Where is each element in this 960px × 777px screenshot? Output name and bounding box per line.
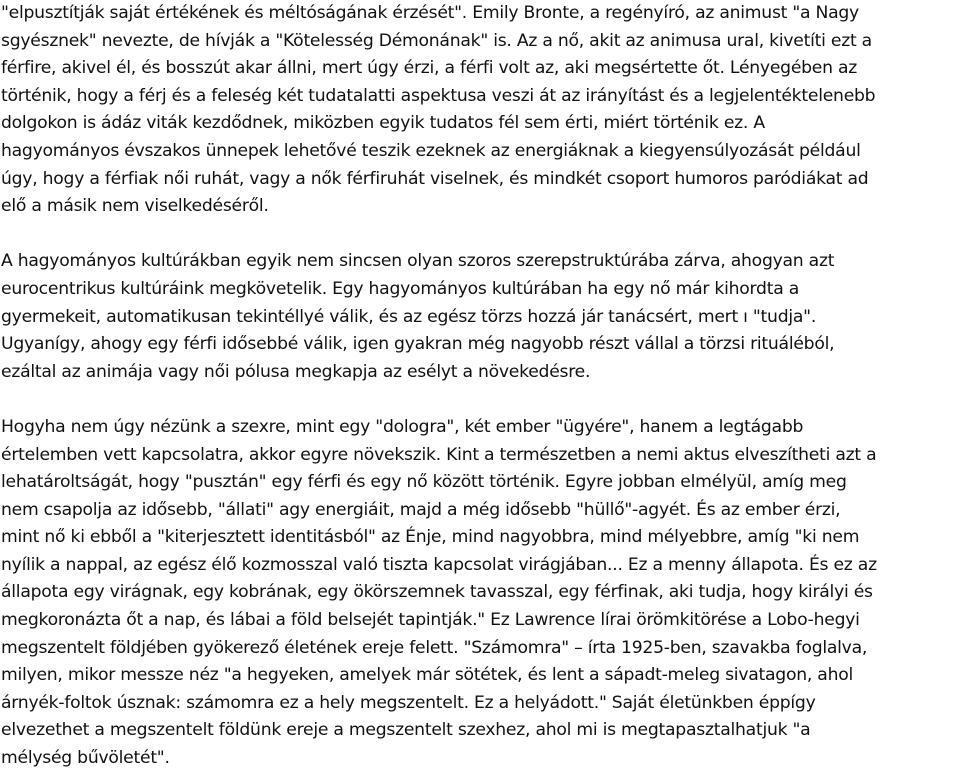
text-line: árnyék-foltok úsznak: számomra ez a hely megszentelt. Ez a helyádott." Saját életünkben éppígy (1, 692, 816, 713)
text-line: ezáltal az animája vagy női pólusa megkapja az esélyt a növekedésre. (1, 361, 591, 382)
text-line: milyen, mikor messze néz "a hegyeken, amelyek már sötétek, és lent a sápadt-meleg sivatagon, ahol (1, 665, 854, 686)
text-line: nyílik a nappal, az egész élő kozmosszal való tiszta kapcsolat virágjában... Ez a menny állapota. És ez az (1, 554, 877, 575)
text-line: eurocentrikus kultúráink megkövetelik. Egy hagyományos kultúrában ha egy nő már kihordta a (1, 278, 799, 299)
text-line: mint nő ki ebből a "kiterjesztett identitásból" az Énje, mind nagyobbra, mind mélyebbre, amíg "ki nem (1, 527, 860, 548)
text-line: hagyományos évszakos ünnepek lehetővé teszik ezeknek az energiáknak a kiegyensúlyozását például (1, 140, 861, 161)
text-line: értelemben vett kapcsolatra, akkor egyre növekszik. Kint a természetben a nemi aktus elveszítheti azt a (1, 444, 877, 465)
text-line: mélység bűvöletét". (1, 748, 170, 769)
text-line: sgyésznek" nevezte, de hívják a "Kötelesség Démonának" is. Az a nő, akit az animusa ural, kivetíti ezt a (1, 30, 872, 51)
text-line: Hogyha nem úgy nézünk a szexre, mint egy "dologra", két ember "ügyére", hanem a legtágabb (1, 416, 804, 437)
text-line: történik, hogy a férj és a feleség két tudatalatti aspektusa veszi át az irányítást és a legjelentéktelenebb (1, 85, 876, 106)
text-line: megkoronázta őt a nap, és lábai a föld belsejét tapintják." Ez Lawrence lírai örömkitörése a Lobo-hegyi (1, 610, 860, 631)
text-line: dolgokon is ádáz viták kezdődnek, miközben egyik tudatos fél sem érti, miért történik ez. A (1, 113, 765, 134)
text-line: gyermekeit, automatikusan tekintéllyé válik, és az egész törzs hozzá jár tanácsért, mert ı "tudja". (1, 306, 817, 327)
text-line: úgy, hogy a férfiak női ruhát, vagy a nők férfiruhát viselnek, és mindkét csoport humoros paródiákat ad (1, 168, 869, 189)
paragraph-2 (1, 248, 960, 386)
text-line: elvezethet a megszentelt földünk ereje a megszentelt szexhez, ahol mi is megtapasztalhatjuk "a (1, 720, 811, 741)
text-line: elő a másik nem viselkedéséről. (1, 196, 269, 217)
paragraph-3 (1, 414, 960, 773)
text-line: A hagyományos kultúrákban egyik nem sincsen olyan szoros szerepstruktúrába zárva, ahogyan azt (1, 251, 835, 272)
text-line: férfire, akivel él, és bosszút akar állni, mert úgy érzi, a férfi volt az, aki megsértette őt. Lényegében az (1, 58, 858, 79)
text-line: lehatároltságát, hogy "pusztán" egy férfi és egy nő között történik. Egyre jobban elmélyül, amíg meg (1, 472, 847, 493)
text-line: megszentelt földjében gyökerező életének ereje felett. "Számomra" – írta 1925-ben, szavakba foglalva, (1, 637, 868, 658)
text-line: nem csapolja az idősebb, "állati" agy energiáit, majd a még idősebb "hüllő"-agyét. És az ember érzi, (1, 499, 841, 520)
paragraph-1 (1, 0, 960, 221)
text-line: Ugyanígy, ahogy egy férfi idősebbé válik, igen gyakran még nagyobb részt vállal a törzsi rituáléból, (1, 334, 835, 355)
text-line: "elpusztítják saját értékének és méltóságának érzését". Emily Bronte, a regényíró, az animust "a Nagy (1, 3, 859, 23)
text-line: állapota egy virágnak, egy kobrának, egy ökörszemnek tavasszal, egy férfinak, aki tudja, hogy királyi és (1, 582, 873, 603)
